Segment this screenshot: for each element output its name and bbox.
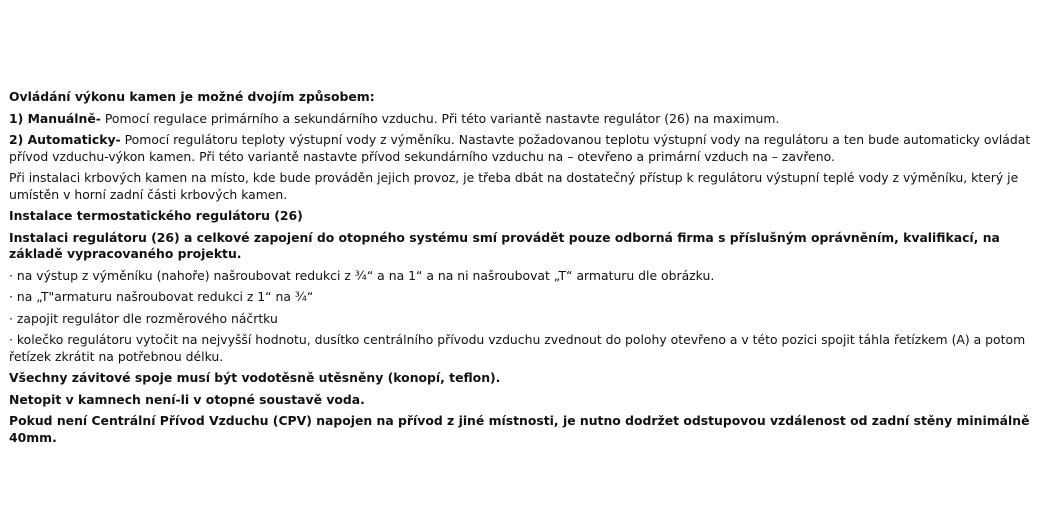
step-item-1: · na výstup z výměníku (nahoře) našroubovat redukci z ¾“ a na 1“ a na ni našroubovat „T“ armaturu dle obrázku. xyxy=(9,267,715,283)
automatic-mode-label: 2) Automaticky- xyxy=(9,132,121,147)
document-body xyxy=(9,89,1049,451)
manual-mode-paragraph xyxy=(9,111,1049,128)
step-item-4: · kolečko regulátoru vytočit na nejvyšší hodnotu, dusítko centrálního přívodu vzduchu zvednout do polohy otevřeno a v této pozici spojit táhla řetízkem (A) a potom řetízek zkrátit na potřebnou délku. xyxy=(9,332,1026,364)
manual-mode-label: 1) Manuálně- xyxy=(9,110,101,126)
cpv-note: Pokud není Centrální Přívod Vzduchu (CPV) napojen na přívod z jiné místnosti, je nutno dodržet odstupovou vzdálenost od zadní stěny minimálně 40mm. xyxy=(9,413,1030,445)
section-heading: Instalace termostatického regulátoru (26) xyxy=(9,208,303,223)
automatic-mode-paragraph xyxy=(9,132,1049,165)
installation-warning: Instalaci regulátoru (26) a celkové zapojení do otopného systému smí provádět pouze odborná firma s příslušným oprávněním, kvalifikací, na základě vypracovaného projektu. xyxy=(9,229,1000,261)
manual-mode-text: Pomocí regulace primárního a sekundárního vzduchu. Při této variantě nastavte regulátor (26) na maximum. xyxy=(100,110,780,126)
seal-note: Všechny závitové spoje musí být vodotěsně utěsněny (konopí, teflon). xyxy=(9,370,501,385)
step-item-3: · zapojit regulátor dle rozměrového náčrtku xyxy=(9,310,278,326)
installation-note: Při instalaci krbových kamen na místo, kde bude prováděn jejich provoz, je třeba dbát na dostatečný přístup k regulátoru výstupní teplé vody z výměníku, který je umístěn v horní zadní části krbových kamen. xyxy=(9,170,1019,202)
intro-heading: Ovládání výkonu kamen je možné dvojím způsobem: xyxy=(9,89,375,104)
step-item-2: · na „T"armaturu našroubovat redukci z 1“ na ¾“ xyxy=(9,289,314,304)
automatic-mode-text: Pomocí regulátoru teploty výstupní vody z výměníku. Nastavte požadovanou teplotu výstupní vody na regulátoru a ten bude automaticky ovládat přívod vzduchu-výkon kamen. Při této variantě nastavte přívod sekundárního vzduchu na – otevřeno a primární vzduch na – zavřeno. xyxy=(9,132,1031,164)
no-fire-note: Netopit v kamnech není-li v otopné soustavě voda. xyxy=(9,391,365,407)
